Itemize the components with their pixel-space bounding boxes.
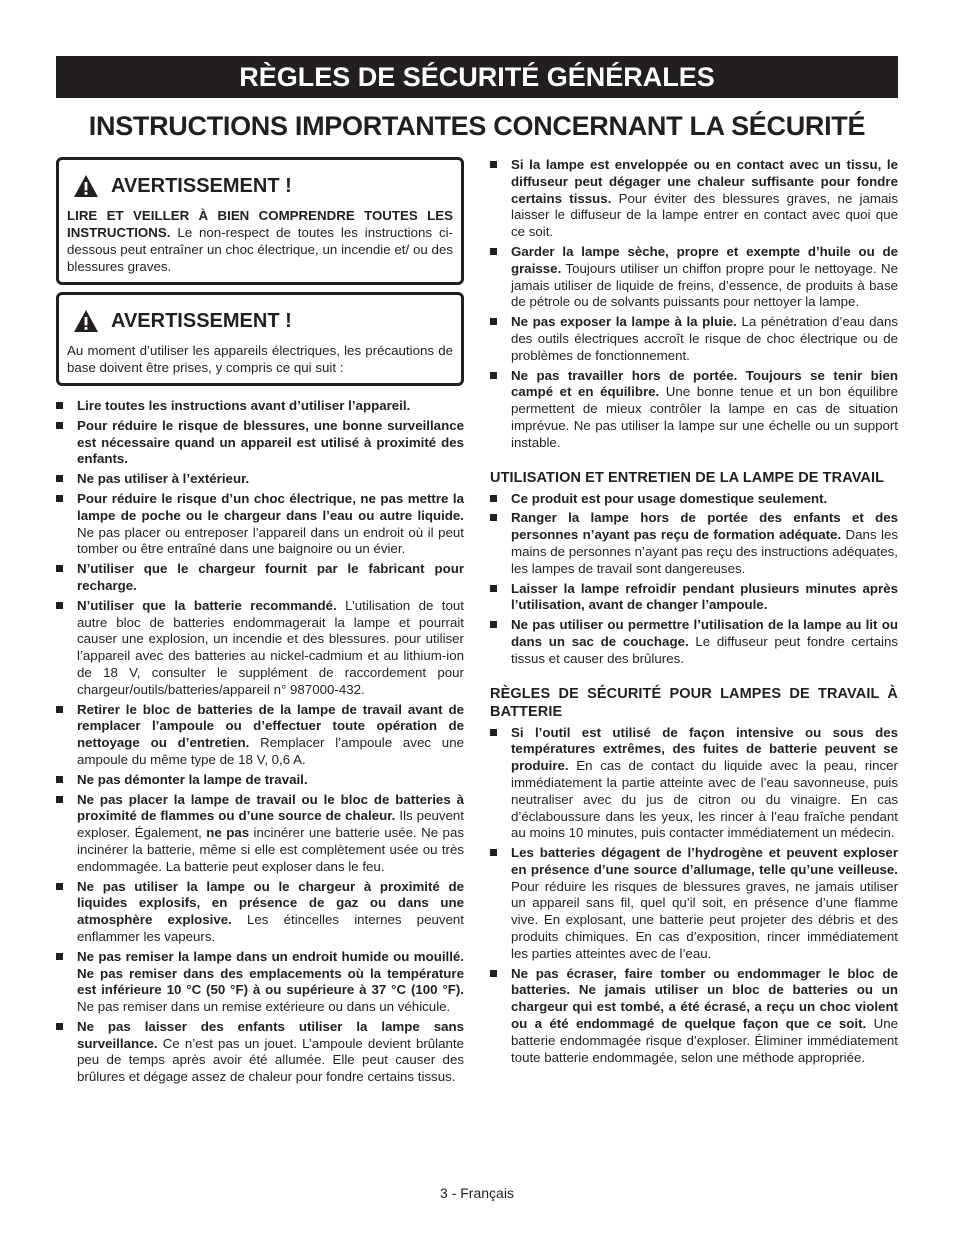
left-safety-list: [56, 398, 464, 1086]
usage-safety-list: [490, 491, 898, 668]
item-text: En cas de contact du liquide avec la peau, rincer immédiatement la partie atteinte avec de l’eau savonneuse, puis neutraliser avec du jus de citron ou du vinaigre. En cas d’éclaboussure dans les yeux, les rincer à l’eau fraîche pendant au moins 10 minutes, puis contacter immédiatement un médecin.: [511, 758, 898, 841]
list-item: [56, 471, 464, 488]
warning-header: [67, 301, 453, 341]
list-item: [56, 418, 464, 468]
item-text: Pour éviter des blessures graves, ne jamais laisser le diffuseur de la lampe entrer en contact avec quoi que ce soit.: [511, 190, 898, 240]
left-column: [56, 157, 464, 1089]
item-bold-text: Ne pas placer la lampe de travail ou le bloc de batteries à proximité de flammes ou d’une source de chaleur.: [77, 791, 464, 824]
page-footer: 3 - Français: [440, 1185, 514, 1201]
item-text: Pour réduire les risques de blessures graves, ne jamais utiliser un appareil sans fil, quel qu’il soit, en présence d’une flamme vive. En explosant, une batterie peut projeter des débris et des produits chimiques. En cas d’exposition, rincer immédiatement les parties atteintes avec de l’eau.: [511, 878, 898, 961]
warning-box-1: [56, 157, 464, 285]
item-text: Ce n’est pas un jouet. L’ampoule devient brûlante peu de temps après avoir été allumée. Elle peut causer des brûlures et dégage assez de chaleur pour fondre certains tissus.: [77, 1035, 464, 1085]
bullet-square-icon: [490, 621, 497, 628]
warning-header: [67, 166, 453, 206]
bullet-square-icon: [490, 585, 497, 592]
bullet-square-icon: [56, 475, 63, 482]
bullet-square-icon: [56, 796, 63, 803]
item-bold-text: Ranger la lampe hors de portée des enfants et des personnes n’ayant pas reçu de formation adéquate.: [511, 510, 898, 543]
item-text: incinérer une batterie usée. Ne pas incinérer la batterie, même si elle est complètement usée ou très endommagée. La batterie peut exploser dans le feu.: [77, 825, 464, 874]
right-column: [490, 157, 898, 1069]
item-bold-text: Ne pas exposer la lampe à la pluie.: [511, 314, 737, 330]
item-bold-text: Pour réduire le risque d’un choc électrique, ne pas mettre la lampe de poche ou le chargeur dans l’eau ou autre liquide.: [77, 490, 464, 523]
bullet-square-icon: [490, 729, 497, 736]
item-bold-text: Pour réduire le risque de blessures, une bonne surveillance est nécessaire quand un appareil est utilisé à proximité des enfants.: [77, 417, 464, 467]
section-title-battery: RÈGLES DE SÉCURITÉ POUR LAMPES DE TRAVAIL À BATTERIE: [490, 685, 898, 720]
list-item: [490, 368, 898, 452]
item-bold-text: Ne pas utiliser la lampe ou le chargeur à proximité de liquides explosifs, en présence de gaz ou dans une atmosphère explosive.: [77, 878, 464, 928]
item-text: Ne pas placer ou entreposer l’appareil dans un endroit où il peut tomber ou être entraîné dans une baignoire ou un évier.: [77, 524, 464, 557]
item-bold-text: Ce produit est pour usage domestique seulement.: [511, 490, 828, 506]
bullet-square-icon: [56, 422, 63, 429]
warning-title: AVERTISSEMENT !: [111, 309, 292, 332]
warning-body-text: Le non-respect de toutes les instructions ci-dessous peut entraîner un choc électrique, un incendie et/ ou des blessures graves.: [67, 225, 453, 274]
bullet-square-icon: [56, 402, 63, 409]
item-bold-text: Les batteries dégagent de l’hydrogène et peuvent exploser en présence d’une source d’allumage, telle qu’une veilleuse.: [511, 845, 898, 877]
bullet-square-icon: [56, 776, 63, 783]
item-bold-text: Ne pas utiliser à l’extérieur.: [77, 471, 250, 487]
bullet-square-icon: [56, 1023, 63, 1030]
warning-triangle-icon: [73, 174, 99, 198]
item-text: La pénétration d’eau dans des outils électriques accroît le risque de choc électrique ou de problèmes de fonctionnement.: [511, 314, 898, 363]
item-bold-text: Si l’outil est utilisé de façon intensive ou sous des températures extrêmes, des fuites de batterie peuvent se produire.: [511, 724, 898, 774]
bullet-square-icon: [490, 970, 497, 977]
list-item: [56, 1019, 464, 1086]
battery-safety-list: [490, 725, 898, 1067]
item-bold-text: Ne pas travailler hors de portée. Toujours se tenir bien campé et en équilibre.: [511, 367, 898, 400]
bullet-square-icon: [56, 953, 63, 960]
list-item: [56, 561, 464, 595]
item-text: Remplacer l’ampoule avec une ampoule du même type de 18 V, 0,6 A.: [77, 735, 464, 767]
list-item: [490, 725, 898, 843]
bullet-square-icon: [56, 602, 63, 609]
item-text: Ne pas remiser dans un remise extérieure ou dans un véhicule.: [77, 999, 451, 1015]
list-item: [490, 244, 898, 311]
item-bold-text: Ne pas utiliser ou permettre l’utilisation de la lampe au lit ou dans un sac de couchage.: [511, 617, 898, 649]
page-subtitle: INSTRUCTIONS IMPORTANTES CONCERNANT LA SÉCURITÉ: [88, 111, 866, 141]
item-text: Une batterie endommagée risque d’exploser. Éliminer immédiatement toute batterie endommagée, selon une méthode appropriée.: [511, 1016, 898, 1065]
item-bold-text: ne pas: [206, 825, 250, 841]
bullet-square-icon: [490, 372, 497, 379]
item-text: Toujours utiliser un chiffon propre pour le nettoyage. Ne jamais utiliser de liquide de freins, d’essence, de produits à base de pétrole ou de solvants puissants pour nettoyer la lampe.: [511, 260, 898, 310]
section-title-usage: UTILISATION ET ENTRETIEN DE LA LAMPE DE TRAVAIL: [490, 469, 885, 486]
item-bold-text: Si la lampe est enveloppée ou en contact avec un tissu, le diffuseur peut dégager une chaleur suffisante pour fondre certains tissus.: [511, 157, 898, 206]
item-text: Ils peuvent exploser. Également,: [77, 808, 464, 841]
bullet-square-icon: [56, 706, 63, 713]
item-text: Les étincelles internes peuvent enflammer les vapeurs.: [77, 912, 464, 944]
bullet-square-icon: [490, 248, 497, 255]
list-item: [490, 157, 898, 241]
item-text: Le diffuseur peut fondre certains tissus et causer des brûlures.: [511, 633, 898, 666]
item-text: Dans les mains de personnes n’ayant pas reçu des instructions adéquates, les lampes de travail sont dangereuses.: [511, 527, 898, 576]
list-item: [490, 581, 898, 615]
bullet-square-icon: [490, 318, 497, 325]
item-bold-text: N’utiliser que le chargeur fournit par le fabricant pour recharge.: [77, 561, 464, 593]
item-bold-text: N’utiliser que la batterie recommandé.: [77, 597, 337, 613]
list-item: [490, 617, 898, 667]
item-bold-text: Ne pas laisser des enfants utiliser la lampe sans surveillance.: [77, 1018, 464, 1051]
list-item: [56, 879, 464, 946]
list-item: [56, 949, 464, 1016]
item-bold-text: Retirer le bloc de batteries de la lampe de travail avant de remplacer l’ampoule ou d’effectuer toute opération de nettoyage ou d’entretien.: [77, 701, 464, 751]
bullet-square-icon: [490, 514, 497, 521]
list-item: [490, 510, 898, 577]
item-bold-text: Garder la lampe sèche, propre et exempte d’huile ou de graisse.: [511, 243, 898, 276]
list-item: [490, 966, 898, 1067]
item-text: L’utilisation de tout autre bloc de batteries endommagerait la lampe et pourrait causer une explosion, un incendie et des blessures. pour utiliser l’appareil avec des batteries au nickel-cadmium et au lithium-ion de 18 V, consulter le supplément de raccordement pour chargeur/outils/batteries/appareil n° 987000-432.: [77, 597, 464, 697]
list-item: [56, 398, 464, 415]
bullet-square-icon: [56, 565, 63, 572]
bullet-square-icon: [490, 849, 497, 856]
page-banner-title: RÈGLES DE SÉCURITÉ GÉNÉRALES: [56, 56, 898, 98]
list-item: [56, 772, 464, 789]
item-bold-text: Lire toutes les instructions avant d’utiliser l’appareil.: [77, 398, 411, 413]
warning-triangle-icon: [73, 309, 99, 333]
bullet-square-icon: [490, 495, 497, 502]
list-item: [56, 598, 464, 699]
list-item: [490, 314, 898, 364]
list-item: [56, 792, 464, 876]
bullet-square-icon: [56, 883, 63, 890]
bullet-square-icon: [56, 495, 63, 502]
warning-text: Au moment d’utiliser les appareils électriques, les précautions de base doivent être prises, y compris ce qui suit :: [67, 343, 453, 375]
list-item: [56, 702, 464, 769]
right-safety-list: [490, 157, 898, 452]
item-bold-text: Ne pas écraser, faire tomber ou endommager le bloc de batteries. Ne jamais utiliser un bloc de batteries ou un chargeur qui est tombé, a été écrasé, a reçu un choc violent ou a été endommagé de quelque façon que ce soit.: [511, 965, 898, 1032]
warning-title: AVERTISSEMENT !: [111, 174, 292, 197]
warning-bold-text: LIRE ET VEILLER À BIEN COMPRENDRE TOUTES LES INSTRUCTIONS.: [67, 208, 453, 240]
item-bold-text: Ne pas démonter la lampe de travail.: [77, 771, 308, 787]
list-item: [490, 491, 898, 508]
bullet-square-icon: [490, 161, 497, 168]
warning-box-2: [56, 292, 464, 386]
list-item: [56, 491, 464, 558]
warning-text: [67, 207, 453, 275]
item-text: Une bonne tenue et un bon équilibre permettent de mieux contrôler la lampe en cas de situation imprévue. Ne pas utiliser la lampe sur une échelle ou un support instable.: [511, 384, 898, 450]
item-bold-text: Laisser la lampe refroidir pendant plusieurs minutes après l’utilisation, avant de changer l’ampoule.: [511, 580, 898, 613]
list-item: [490, 845, 898, 963]
item-bold-text: Ne pas remiser la lampe dans un endroit humide ou mouillé. Ne pas remiser dans des emplacements où la température est inférieure 10 °C (50 °F) à ou supérieure à 37 °C (100 °F).: [77, 948, 464, 998]
